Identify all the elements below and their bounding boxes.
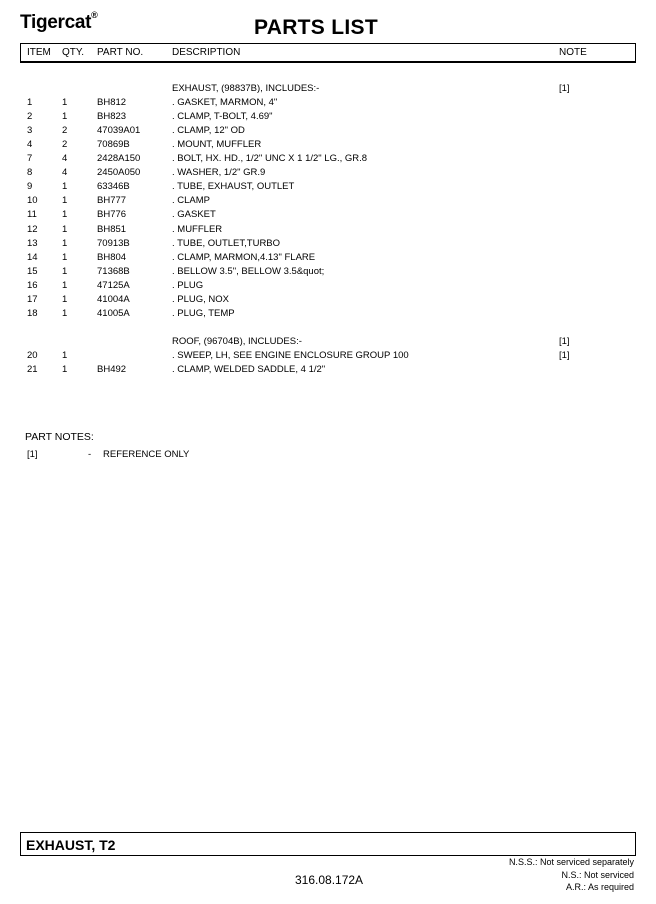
- table-row: [0, 181, 656, 195]
- table-row: [0, 308, 656, 322]
- column-header-part: PART NO.: [97, 47, 144, 58]
- table-row: [0, 111, 656, 125]
- cell-note: [1]: [559, 350, 570, 361]
- cell-desc: . CLAMP, 12" OD: [172, 125, 245, 136]
- cell-item: 17: [27, 294, 38, 305]
- cell-note: [1]: [559, 83, 570, 94]
- column-header-item: ITEM: [27, 47, 51, 58]
- cell-item: 4: [27, 139, 33, 150]
- column-header-qty: QTY.: [62, 47, 85, 58]
- cell-desc: . MOUNT, MUFFLER: [172, 139, 262, 150]
- cell-qty: 2: [62, 125, 68, 136]
- cell-desc: . CLAMP, MARMON,4.13" FLARE: [172, 252, 316, 263]
- cell-part: BH851: [97, 224, 127, 235]
- table-row: [0, 83, 656, 97]
- cell-qty: 1: [62, 280, 68, 291]
- cell-part: 47125A: [97, 280, 130, 291]
- cell-part: 63346B: [97, 181, 130, 192]
- cell-item: 18: [27, 308, 38, 319]
- table-row: [0, 195, 656, 209]
- cell-desc: . PLUG: [172, 280, 204, 291]
- brand-logo: [20, 9, 98, 34]
- cell-qty: 1: [62, 97, 68, 108]
- cell-item: 9: [27, 181, 33, 192]
- cell-item: 7: [27, 153, 33, 164]
- cell-qty: 1: [62, 308, 68, 319]
- cell-qty: 1: [62, 266, 68, 277]
- table-row: [0, 350, 656, 364]
- table-row: [0, 97, 656, 111]
- cell-item: 13: [27, 238, 38, 249]
- section-title-box: [20, 832, 636, 856]
- cell-item: 20: [27, 350, 38, 361]
- page-title: PARTS LIST: [254, 16, 378, 39]
- cell-desc: . TUBE, OUTLET,TURBO: [172, 238, 281, 249]
- cell-part: 2450A050: [97, 167, 141, 178]
- table-row: [0, 364, 656, 378]
- cell-desc: . WASHER, 1/2" GR.9: [172, 167, 266, 178]
- cell-desc: . MUFFLER: [172, 224, 223, 235]
- table-row: [0, 280, 656, 294]
- cell-qty: 1: [62, 294, 68, 305]
- table-row: [0, 224, 656, 238]
- part-notes-title: PART NOTES:: [25, 431, 94, 443]
- registered-mark: ®: [91, 9, 98, 20]
- cell-part: BH804: [97, 252, 127, 263]
- table-row: [0, 153, 656, 167]
- cell-desc: . PLUG, TEMP: [172, 308, 235, 319]
- cell-part: 70913B: [97, 238, 130, 249]
- section-title: EXHAUST, T2: [26, 837, 116, 853]
- table-row: [0, 125, 656, 139]
- cell-item: 11: [27, 209, 37, 220]
- cell-desc: EXHAUST, (98837B), INCLUDES:-: [172, 83, 320, 94]
- page-code: 316.08.172A: [295, 873, 364, 887]
- cell-qty: 1: [62, 364, 68, 375]
- cell-part: 41004A: [97, 294, 130, 305]
- cell-desc: . GASKET, MARMON, 4": [172, 97, 278, 108]
- table-row: [0, 139, 656, 153]
- table-header: [20, 43, 636, 63]
- legend-ns: N.S.: Not serviced: [561, 870, 634, 880]
- cell-item: 1: [27, 97, 33, 108]
- cell-part: 47039A01: [97, 125, 141, 136]
- cell-part: 70869B: [97, 139, 130, 150]
- cell-desc: . CLAMP: [172, 195, 211, 206]
- cell-part: BH777: [97, 195, 127, 206]
- legend-ar: A.R.: As required: [565, 882, 634, 892]
- column-header-note: NOTE: [559, 47, 587, 58]
- cell-qty: 1: [62, 252, 68, 263]
- table-row: [0, 336, 656, 350]
- cell-item: 14: [27, 252, 38, 263]
- part-note-ref: [1]: [27, 449, 38, 460]
- cell-note: [1]: [559, 336, 570, 347]
- table-row: [0, 209, 656, 223]
- cell-qty: 4: [62, 153, 68, 164]
- part-note-dash: -: [88, 449, 92, 460]
- cell-desc: . TUBE, EXHAUST, OUTLET: [172, 181, 295, 192]
- cell-part: BH812: [97, 97, 127, 108]
- cell-desc: . GASKET: [172, 209, 216, 220]
- cell-desc: . SWEEP, LH, SEE ENGINE ENCLOSURE GROUP 100: [172, 350, 409, 361]
- table-row: [0, 238, 656, 252]
- cell-part: BH492: [97, 364, 127, 375]
- cell-item: 2: [27, 111, 33, 122]
- cell-item: 21: [27, 364, 38, 375]
- cell-desc: ROOF, (96704B), INCLUDES:-: [172, 336, 302, 347]
- cell-desc: . PLUG, NOX: [172, 294, 230, 305]
- legend-nss: N.S.S.: Not serviced separately: [508, 857, 634, 867]
- cell-item: 15: [27, 266, 38, 277]
- cell-item: 16: [27, 280, 38, 291]
- cell-part: 71368B: [97, 266, 130, 277]
- cell-item: 3: [27, 125, 33, 136]
- table-row: [0, 252, 656, 266]
- cell-part: 2428A150: [97, 153, 141, 164]
- table-row: [0, 294, 656, 308]
- cell-desc: . BELLOW 3.5", BELLOW 3.5&quot;: [172, 266, 325, 277]
- cell-qty: 1: [62, 238, 68, 249]
- table-row: [0, 266, 656, 280]
- column-header-description: DESCRIPTION: [172, 47, 241, 58]
- table-row: [0, 167, 656, 181]
- cell-qty: 1: [62, 111, 68, 122]
- cell-qty: 1: [62, 209, 68, 220]
- cell-item: 8: [27, 167, 33, 178]
- cell-part: BH776: [97, 209, 127, 220]
- cell-item: 12: [27, 224, 38, 235]
- cell-qty: 4: [62, 167, 68, 178]
- cell-item: 10: [27, 195, 38, 206]
- cell-desc: . CLAMP, T-BOLT, 4.69": [172, 111, 273, 122]
- cell-qty: 2: [62, 139, 68, 150]
- cell-part: 41005A: [97, 308, 130, 319]
- cell-qty: 1: [62, 195, 68, 206]
- cell-part: BH823: [97, 111, 127, 122]
- cell-qty: 1: [62, 181, 68, 192]
- cell-desc: . CLAMP, WELDED SADDLE, 4 1/2": [172, 364, 326, 375]
- cell-desc: . BOLT, HX. HD., 1/2" UNC X 1 1/2" LG., GR.8: [172, 153, 368, 164]
- cell-qty: 1: [62, 224, 68, 235]
- cell-qty: 1: [62, 350, 68, 361]
- brand-name: Tigercat: [20, 12, 92, 33]
- part-note-text: REFERENCE ONLY: [103, 449, 190, 460]
